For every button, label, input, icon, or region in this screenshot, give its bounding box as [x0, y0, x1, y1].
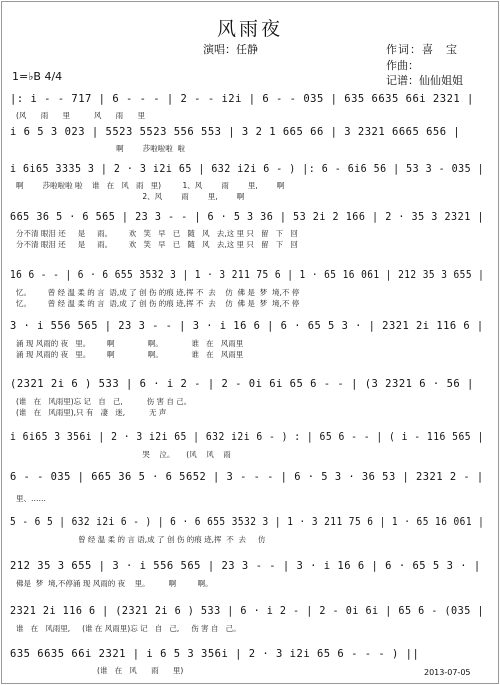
- notation-line: 665 36 5 · 6 565 | 23 3 - - | 6 · 5 3 36 | 53 2i 2 166 | 2 · 35 3 2321 |: [10, 211, 484, 223]
- lyric-line: 忆。 曾 经 温 柔 的 言 语,成 了 创 伤 的痕 迹,挥 不 去 仿 佛 是 梦 境,不 停: [16, 299, 300, 308]
- lyricist-credit: 作词：喜 宝: [386, 43, 458, 56]
- composer-credit: 作曲：: [386, 59, 419, 72]
- notation-line: i 6i65 3335 3 | 2 · 3 i2i 65 | 632 i2i 6 - ) |: 6 - 6i6 56 | 53 3 - 035 |: [10, 163, 485, 175]
- lyric-line: 佛是 梦 境,不停涌 现 风雨的 夜 里。 啊 啊。: [16, 579, 213, 588]
- lyric-line: (谁 在 风 雨 里): [16, 666, 184, 675]
- key-signature: 1=♭B 4/4: [12, 70, 63, 83]
- lyric-line: 涌 现 风雨的 夜 里。 啊 啊。 谁 在 风雨里: [16, 350, 244, 359]
- lyric-line: 忆。 曾 经 温 柔 的 言 语,成 了 创 伤 的痕 迹,挥 不 去 仿 佛 是 梦 境,不 停: [16, 288, 300, 297]
- lyric-line: 里、……: [16, 494, 46, 503]
- lyric-line: 2、风 雨 里, 啊: [16, 192, 245, 201]
- notation-line: 16 6 - - | 6 · 6 655 3532 3 | 1 · 3 211 75 6 | 1 · 65 16 061 | 212 35 3 655 |: [10, 269, 485, 281]
- notation-line: 5 - 6 5 | 632 i2i 6 - ) | 6 · 6 655 3532 3 | 1 · 3 211 75 6 | 1 · 65 16 061 |: [10, 516, 485, 528]
- notation-line: 2321 2i 116 6 | (2321 2i 6 ) 533 | 6 · i 2 - | 2 - 0i 6i | 65 6 - (035 |: [10, 605, 484, 617]
- performer-credit: 演唱：任静: [203, 43, 258, 56]
- lyric-line: 谁 在 风雨里, (谁 在 风雨里)忘 记 自 己, 伤 害 自 己。: [16, 624, 241, 633]
- notation-line: |: i - - 717 | 6 - - - | 2 - - i2i | 6 - - 035 | 635 6635 66i 2321 |: [10, 93, 474, 105]
- notation-line: i 6 5 3 023 | 5523 5523 556 553 | 3 2 1 665 66 | 3 2321 6665 656 |: [10, 126, 461, 138]
- lyric-line: 涌 现 风雨的 夜 里。 啊 啊。 谁 在 风雨里: [16, 339, 244, 348]
- notation-line: 6 - - 035 | 665 36 5 · 6 5652 | 3 - - - | 6 · 5 3 · 36 53 | 2321 2 - |: [10, 471, 484, 483]
- notation-line: 635 6635 66i 2321 | i 6 5 3 356i | 2 · 3 i2i 65 6 - - - ) ||: [10, 648, 420, 660]
- notation-line: 212 35 3 655 | 3 · i 556 565 | 23 3 - - | 3 · i 16 6 | 6 · 65 5 3 · |: [10, 560, 481, 572]
- lyric-line: (风 雨 里 风 雨 里: [16, 111, 145, 120]
- lyric-line: 分不清 眼泪 还 是 雨。 欢 笑 早 已 随 风 去,这 里 只 留 下 回: [16, 240, 298, 249]
- lyric-line: (谁 在 风雨里)忘 记 自 己, 伤 害 自 己。: [16, 397, 192, 406]
- lyric-line: 分不清 眼泪 还 是 雨。 欢 笑 早 已 随 风 去,这 里 只 留 下 回: [16, 229, 298, 238]
- lyric-line: (谁 在 风雨里),只 有 凄 迷, 无 声: [16, 408, 167, 417]
- lyric-line: 哭 泣。 (风 风 雨: [16, 450, 231, 459]
- date-stamp: 2013-07-05: [424, 668, 471, 677]
- notation-line: i 6i65 3 356i | 2 · 3 i2i 65 | 632 i2i 6 - ) : | 65 6 - - | ( i - 116 565 |: [10, 431, 484, 443]
- song-title: 风雨夜: [216, 18, 283, 40]
- transcriber-credit: 记谱：仙仙姐姐: [386, 74, 463, 87]
- lyric-line: 啊 莎啦啦啦 啦 谁 在 风 雨 里) 1、风 雨 里, 啊: [16, 181, 285, 190]
- notation-line: 3 · i 556 565 | 23 3 - - | 3 · i 16 6 | 6 · 65 5 3 · | 2321 2i 116 6 |: [10, 320, 484, 332]
- notation-line: (2321 2i 6 ) 533 | 6 · i 2 - | 2 - 0i 6i 65 6 - - | (3 2321 6 · 56 |: [10, 378, 474, 390]
- lyric-line: 啊 莎啦啦啦 啦: [16, 144, 185, 153]
- lyric-line: 曾 经 温 柔 的 言 语,成 了 创 伤 的痕 迹,挥 不 去 仿: [16, 535, 266, 544]
